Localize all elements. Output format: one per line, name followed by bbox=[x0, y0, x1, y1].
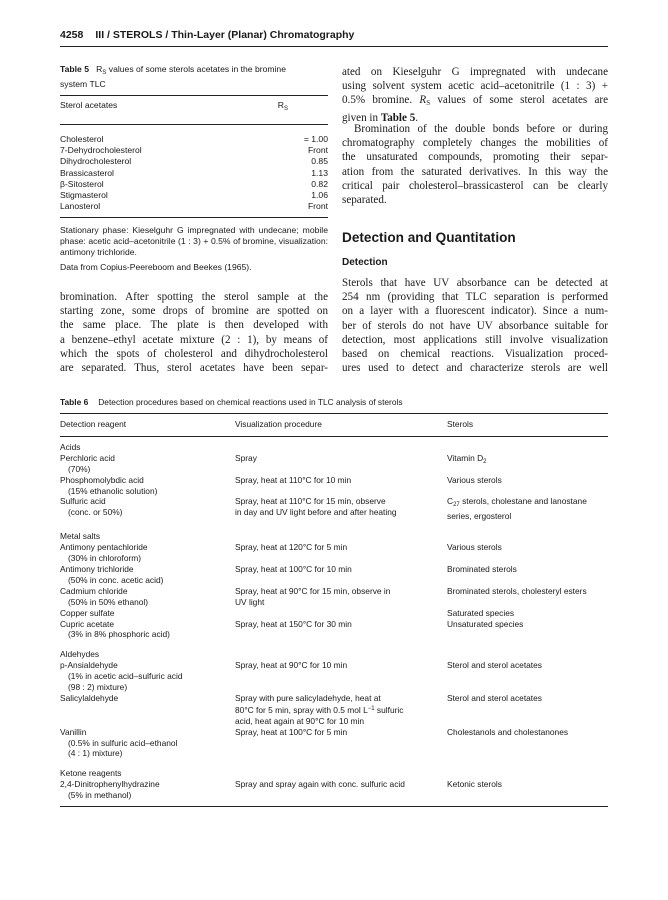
sterols-cell: Sterol and sterol acetates bbox=[447, 692, 542, 703]
sterol-name: Brassicasterol bbox=[60, 167, 114, 178]
table-row bbox=[60, 201, 328, 212]
rs-value: 0.82 bbox=[311, 178, 328, 189]
procedure-cell: Spray, heat at 90°C for 10 min bbox=[235, 660, 348, 671]
table-5-col-sterol: Sterol acetates bbox=[60, 100, 118, 111]
procedure-cell bbox=[235, 608, 447, 619]
procedure-cell: Spray, heat at 90°C for 15 min, observe in UV light bbox=[235, 585, 391, 607]
reagent-cell: Perchloric acid (70%) bbox=[60, 452, 115, 474]
sterol-name: Lanosterol bbox=[60, 201, 101, 212]
table-5-footnotes bbox=[60, 225, 328, 274]
reagent-cell: Antimony trichloride (50% in conc. acetic acid) bbox=[60, 563, 164, 585]
table-row bbox=[60, 190, 328, 201]
group-title: Aldehydes bbox=[60, 649, 100, 660]
reagent-cell: Cupric acetate (3% in 8% phosphoric acid) bbox=[60, 618, 170, 640]
procedure-cell: Spray, heat at 100°C for 5 min bbox=[235, 726, 348, 737]
table-row bbox=[60, 179, 328, 190]
running-title: III / STEROLS / Thin-Layer (Planar) Chromatography bbox=[95, 29, 355, 41]
table-row bbox=[60, 564, 608, 586]
sterols-cell: Ketonic sterols bbox=[447, 779, 502, 790]
table-row bbox=[60, 779, 608, 801]
table-5-header bbox=[60, 96, 328, 124]
page-number: 4258 bbox=[60, 29, 84, 41]
sterol-name: Dihydrocholesterol bbox=[60, 156, 132, 167]
sterols-cell: Brominated sterols bbox=[447, 563, 517, 574]
reagent-cell: p-Ansialdehyde (1% in acetic acid–sulfuric acid (98 : 2) mixture) bbox=[60, 660, 183, 693]
table-row bbox=[60, 693, 608, 727]
table-6-header bbox=[60, 414, 608, 437]
left-paragraph: bromination. After spotting the sterol sample at the starting zone, some drops of bromine are spotted on the same place. The plate is then developed with a benzene–ethyl acetate mixture (2 : 1), by means of which the spots of cholesterol and dihydrocholesterol are separated. Thus, sterol acetates have been separ- bbox=[60, 291, 328, 375]
group-title: Metal salts bbox=[60, 531, 101, 542]
procedure-cell: Spray and spray again with conc. sulfuric acid bbox=[235, 779, 405, 790]
table-6-body bbox=[60, 437, 608, 807]
sterols-cell: Unsaturated species bbox=[447, 618, 524, 629]
running-header bbox=[60, 26, 608, 47]
procedure-cell: Spray bbox=[235, 452, 257, 463]
sterols-cell: Vitamin $D_2$ bbox=[447, 452, 487, 465]
sterol-name: β-Sitosterol bbox=[60, 178, 104, 189]
table-5-footnote-conditions: Stationary phase: Kieselguhr G impregnated with undecane; mobile phase: acetic acid–acetonitrile (1 : 3) + 0.5% of bromine, visualization: antimony trichloride. bbox=[60, 224, 328, 258]
table-group bbox=[60, 442, 608, 522]
sterol-name: Stigmasterol bbox=[60, 190, 108, 201]
table-5-body bbox=[60, 125, 328, 218]
table-row bbox=[60, 134, 328, 145]
reagent-cell: Copper sulfate bbox=[60, 607, 115, 618]
sterol-name: Cholesterol bbox=[60, 133, 104, 144]
table-5-caption-r: R bbox=[96, 64, 103, 74]
table-5-caption-sub: S bbox=[102, 70, 107, 76]
table-row bbox=[60, 453, 608, 475]
table-6-col-reagent: Detection reagent bbox=[60, 419, 127, 429]
sterols-cell: $C_{27}$ sterols, cholestane and lanostane series, ergosterol bbox=[447, 496, 587, 522]
sterols-cell: Cholestanols and cholestanones bbox=[447, 726, 569, 737]
table-row bbox=[60, 727, 608, 760]
table-5-col-rs: $R_S$ bbox=[277, 100, 288, 113]
rs-value: 1.06 bbox=[311, 190, 328, 201]
sterols-cell: Various sterols bbox=[447, 474, 502, 485]
section-heading: Detection and Quantitation bbox=[342, 230, 516, 245]
right-paragraph-1: ated on Kieselguhr G impregnated with undecane using solvent system acetic acid–acetonitrile (1 : 3) + 0.5% bromine. RS values of some sterol acetates are given in Table 5. bbox=[342, 66, 608, 124]
table-6-label: Table 6 bbox=[60, 397, 89, 407]
reagent-cell: Sulfuric acid (conc. or 50%) bbox=[60, 496, 123, 518]
table-row bbox=[60, 608, 608, 619]
table-6-col-sterols: Sterols bbox=[447, 419, 474, 429]
right-paragraph-3: Sterols that have UV absorbance can be detected at 254 nm (providing that TLC separation is performed on a layer with a fluorescent indicator). Since a num- ber of sterols do not have UV absorbance suitable for detection, most applications still involve visualization based on chemical reactions. Visualization proced- ures used to detect and characterize sterols are well bbox=[342, 277, 608, 375]
table-6-caption-text: Detection procedures based on chemical reactions used in TLC analysis of sterols bbox=[98, 397, 403, 407]
group-title: Acids bbox=[60, 441, 81, 452]
reagent-cell: Vanillin (0.5% in sulfuric acid–ethanol (4 : 1) mixture) bbox=[60, 726, 178, 759]
procedure-cell: Spray with pure salicyladehyde, heat at 80°C for 5 min, spray with 0.5 mol $L^{-1}$ sulfuric acid, heat again at 90°C for 10 min bbox=[235, 692, 404, 726]
sterols-cell: Saturated species bbox=[447, 607, 515, 618]
table-row bbox=[60, 475, 608, 497]
table-5-caption-line2: system TLC bbox=[60, 79, 106, 90]
table-row bbox=[60, 542, 608, 564]
table-6-caption bbox=[60, 397, 403, 407]
table-row bbox=[60, 586, 608, 608]
right-paragraph-2: Bromination of the double bonds before or during chromatography completely changes the mobilities of the unsaturated compounds, promoting their separ- ation from the saturated derivatives. In this way the critical pair cholesterol–brassicasterol can be clearly separated. bbox=[342, 123, 608, 207]
table-6-col-procedure: Visualization procedure bbox=[235, 419, 322, 429]
rs-value: Front bbox=[307, 144, 328, 155]
procedure-cell: Spray, heat at 110°C for 15 min, observe in day and UV light before and after heating bbox=[235, 496, 397, 518]
reagent-cell: 2,4-Dinitrophenylhydrazine (5% in methanol) bbox=[60, 779, 160, 801]
table-5-label: Table 5 bbox=[60, 64, 89, 74]
sterols-cell: Various sterols bbox=[447, 542, 502, 553]
procedure-cell: Spray, heat at 150°C for 30 min bbox=[235, 618, 352, 629]
procedure-cell: Spray, heat at 120°C for 5 min bbox=[235, 542, 348, 553]
table-group bbox=[60, 649, 608, 759]
table-5-caption bbox=[60, 64, 328, 90]
rs-value: 1.13 bbox=[311, 167, 328, 178]
group-title: Ketone reagents bbox=[60, 768, 122, 779]
table-row bbox=[60, 496, 608, 522]
sterols-cell: Sterol and sterol acetates bbox=[447, 660, 542, 671]
table-row bbox=[60, 619, 608, 641]
table-row bbox=[60, 145, 328, 156]
table-group bbox=[60, 768, 608, 801]
sterols-cell: Brominated sterols, cholesteryl esters bbox=[447, 585, 587, 596]
reagent-cell: Phosphomolybdic acid (15% ethanolic solution) bbox=[60, 474, 158, 496]
procedure-cell: Spray, heat at 100°C for 10 min bbox=[235, 563, 352, 574]
table-5-footnote-source: Data from Copius-Peereboom and Beekes (1965). bbox=[60, 262, 252, 273]
table-6 bbox=[60, 413, 608, 807]
sterol-name: 7-Dehydrocholesterol bbox=[60, 144, 142, 155]
table-row bbox=[60, 660, 608, 693]
table-5-caption-rest: values of some sterols acetates in the bromine bbox=[106, 64, 286, 74]
table-group bbox=[60, 531, 608, 640]
table-row bbox=[60, 156, 328, 167]
table-5 bbox=[60, 64, 328, 278]
subsection-heading: Detection bbox=[342, 257, 388, 268]
rs-value: Front bbox=[307, 201, 328, 212]
reagent-cell: Antimony pentachloride (30% in chloroform) bbox=[60, 542, 148, 564]
procedure-cell: Spray, heat at 110°C for 10 min bbox=[235, 474, 352, 485]
table-row bbox=[60, 168, 328, 179]
rs-value: = 1.00 bbox=[303, 133, 328, 144]
rs-value: 0.85 bbox=[311, 156, 328, 167]
reagent-cell: Salicylaldehyde bbox=[60, 692, 119, 703]
reagent-cell: Cadmium chloride (50% in 50% ethanol) bbox=[60, 585, 149, 607]
